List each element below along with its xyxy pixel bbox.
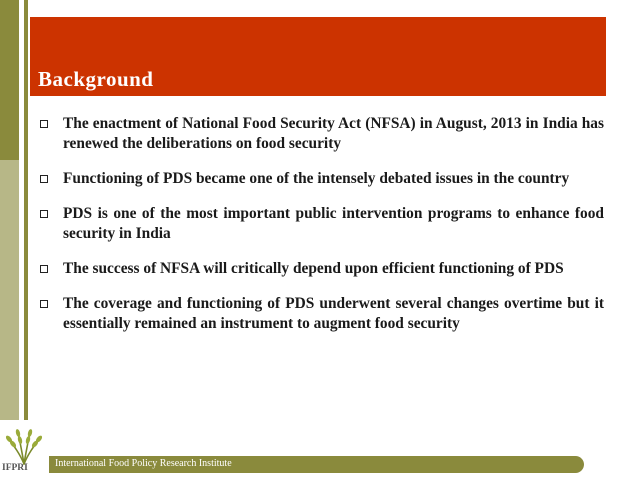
bullet-item (38, 169, 604, 189)
square-bullet-icon (40, 175, 48, 183)
logo-text: IFPRI (2, 463, 28, 473)
left-accent-strip-top (0, 0, 19, 160)
bullet-text: The enactment of National Food Security Act (NFSA) in August, 2013 in India has renewed the deliberations on food security (63, 115, 604, 152)
title-band (30, 17, 606, 96)
slide-title: Background (38, 67, 154, 91)
footer-bar (49, 456, 584, 473)
bullet-item (38, 259, 604, 279)
left-accent-strip-bottom (0, 160, 19, 420)
square-bullet-icon (40, 265, 48, 273)
square-bullet-icon (40, 300, 48, 308)
ifpri-logo (0, 424, 48, 479)
left-accent-line (24, 0, 28, 420)
bullet-item (38, 114, 604, 154)
bullet-text: PDS is one of the most important public intervention programs to enhance food security in India (63, 205, 604, 242)
square-bullet-icon (40, 120, 48, 128)
bullet-list (38, 114, 604, 349)
bullet-item (38, 204, 604, 244)
bullet-text: The success of NFSA will critically depend upon efficient functioning of PDS (63, 260, 564, 277)
bullet-item (38, 294, 604, 334)
bullet-text: Functioning of PDS became one of the intensely debated issues in the country (63, 170, 570, 187)
bullet-text: The coverage and functioning of PDS underwent several changes overtime but it essentially remained an instrument to augment food security (63, 295, 604, 332)
footer-organization: International Food Policy Research Institute (55, 458, 232, 469)
square-bullet-icon (40, 210, 48, 218)
